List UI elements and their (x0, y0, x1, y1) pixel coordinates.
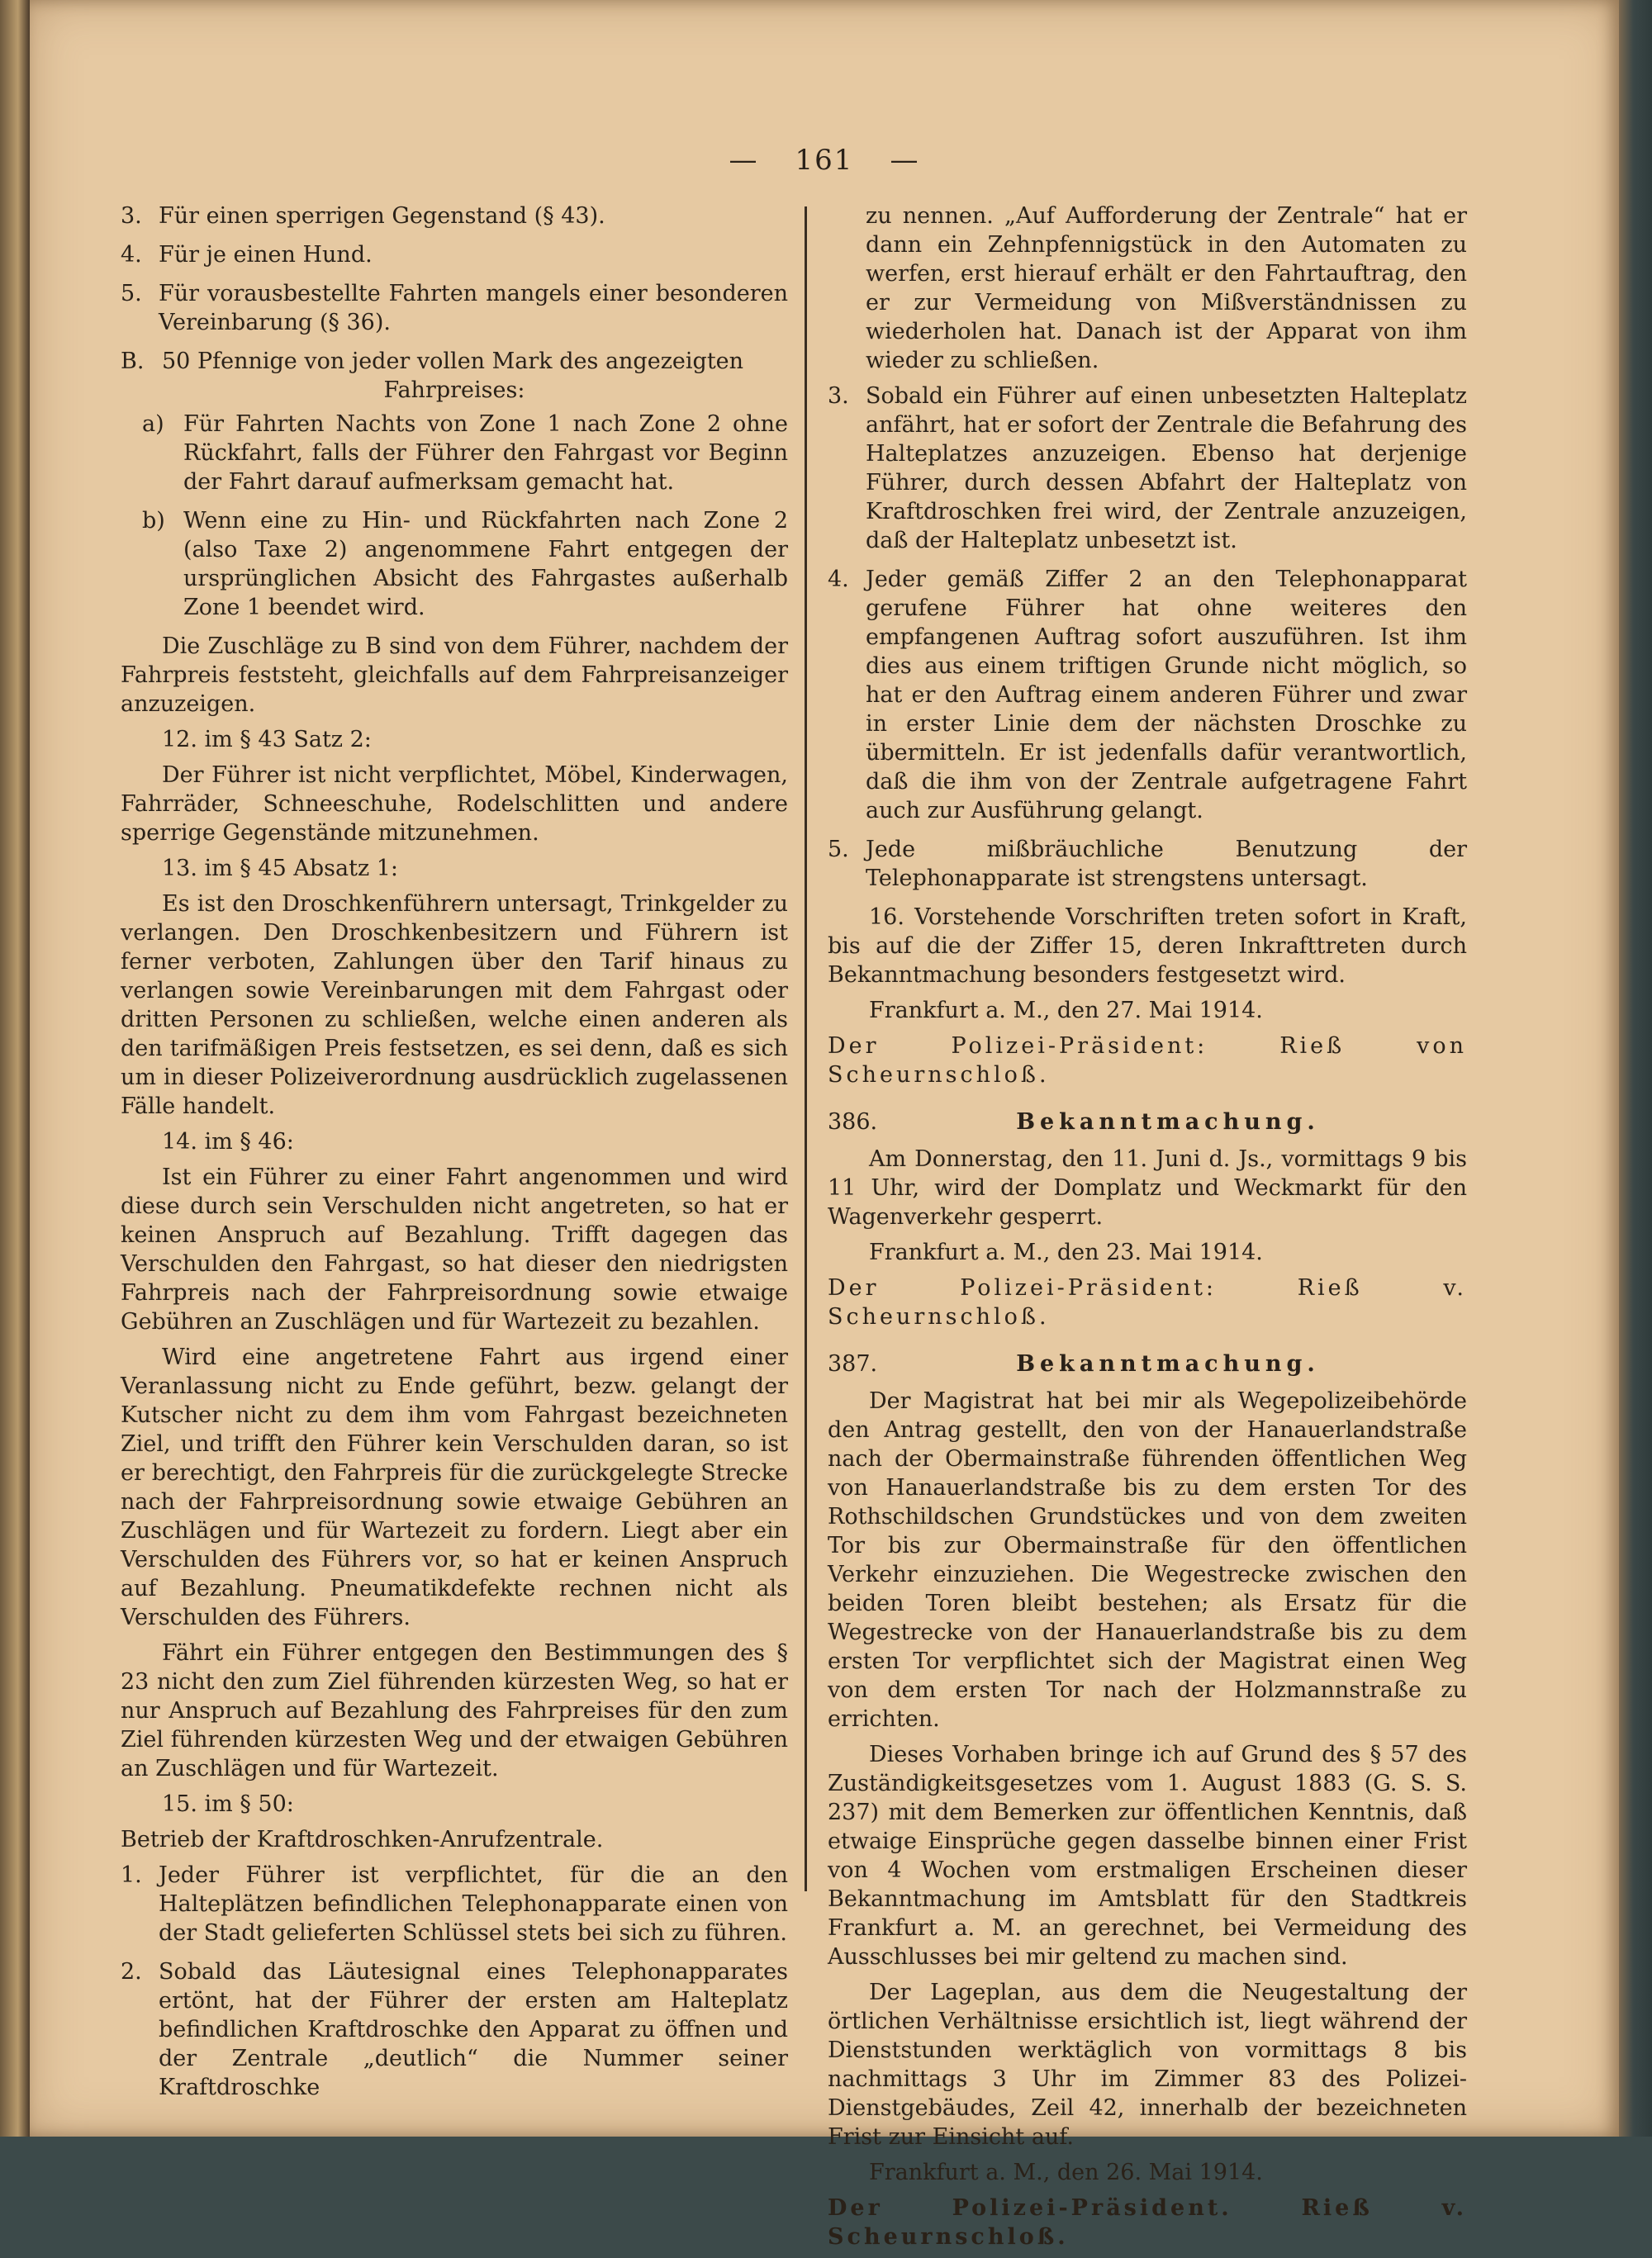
paragraph: Fährt ein Führer entgegen den Bestimmungen des § 23 nicht den zum Ziel führenden kürzesten Weg, so hat er nur Anspruch auf Bezahlung des Fahrpreises für den zum Ziel führenden kürzesten Weg und der etwaigen Gebühren an Zuschlägen und für Wartezeit. (121, 1640, 788, 1781)
paragraph: 16. Vorstehende Vorschriften treten sofort in Kraft, bis auf die der Ziffer 15, deren Inkrafttreten durch Bekanntmachung besonders festgesetzt wird. (828, 904, 1467, 988)
list-item: 5. Für vorausbestellte Fahrten mangels einer besonderen Vereinbarung (§ 36). (121, 281, 788, 335)
paragraph: Der Magistrat hat bei mir als Wegepolizeibehörde den Antrag gestellt, den von der Hanauerlandstraße nach der Obermainstraße führenden öffentlichen Weg von Hanauerlandstraße bis zu dem ersten Tor des Rothschildschen Grundstückes und von dem zweiten Tor bis zur Obermainstraße für den öffentlichen Verkehr einzuziehen. Die Wegestrecke zwischen den beiden Toren bleibt bestehen; als Ersatz für die Wegestrecke von der Hanauerlandstraße bis zu dem ersten Tor verpflichtet sich der Magistrat einen Weg von dem ersten Tor nach der Holzmannstraße zu errichten. (828, 1388, 1467, 1732)
list-item: 3. Für einen sperrigen Gegenstand (§ 43). (121, 203, 605, 229)
sub-item: b) Wenn eine zu Hin- und Rückfahrten nach Zone 2 (also Taxe 2) angenommene Fahrt entgegen der ursprünglichen Absicht des Fahrgastes außerhalb Zone 1 beendet wird. (142, 508, 788, 620)
page-number: — 161 — (729, 144, 920, 177)
paragraph: Es ist den Droschkenführern untersagt, Trinkgelder zu verlangen. Den Droschkenbesitzern und Führern ist ferner verboten, Zahlungen über den Tarif hinaus zu verlangen sowie Vereinbarungen mit dem Fahrgast oder dritten Personen zu schließen, welche einen anderen als den tarifmäßigen Preis festsetzen, es sei denn, daß es sich um in dieser Polizeiverordnung ausdrücklich zugelassenen Fälle handelt. (121, 891, 788, 1119)
date-line: Frankfurt a. M., den 27. Mai 1914. (869, 998, 1263, 1023)
sub-item: a) Für Fahrten Nachts von Zone 1 nach Zone 2 ohne Rückfahrt, falls der Führer den Fahrgast vor Beginn der Fahrt darauf aufmerksam gemacht hat. (142, 411, 788, 495)
list-item: 1. Jeder Führer ist verpflichtet, für die an den Halteplätzen befindlichen Telephonapparate einen von der Stadt gelieferten Schlüssel stets bei sich zu führen. (121, 1862, 788, 1946)
paragraph: zu nennen. „Auf Aufforderung der Zentrale“ hat er dann ein Zehnpfennigstück in den Automaten zu werfen, erst hierauf erhält er den Fahrtauftrag, den er zur Vermeidung von Mißverständnissen zu wiederholen hat. Danach ist der Apparat von ihm wieder zu schließen. (866, 203, 1467, 373)
signature: Der Polizei-Präsident: Rieß v. Scheurnschloß. (828, 1275, 1467, 1330)
paragraph: Der Lageplan, aus dem die Neugestaltung der örtlichen Verhältnisse ersichtlich ist, liegt während der Dienststunden werktäglich von vormittags 8 bis nachmittags 3 Uhr im Zimmer 83 des Polizei-Dienstgebäudes, Zeil 42, innerhalb der bezeichneten Frist zur Einsicht auf. (828, 1980, 1467, 2150)
left-column (121, 202, 788, 2112)
right-column (828, 202, 1467, 2258)
paragraph: Am Donnerstag, den 11. Juni d. Js., vormittags 9 bis 11 Uhr, wird der Domplatz und Weckmarkt für den Wagenverkehr gesperrt. (828, 1146, 1467, 1230)
date-line: Frankfurt a. M., den 23. Mai 1914. (869, 1240, 1263, 1265)
section-heading-387: 387. Bekanntmachung. (828, 1351, 1320, 1377)
list-item: 3. Sobald ein Führer auf einen unbesetzten Halteplatz anfährt, hat er sofort der Zentrale die Befahrung des Halteplatzes anzuzeigen. Ebenso hat derjenige Führer, durch dessen Abfahrt der Halteplatz von Kraftdroschken frei wird, der Zentrale anzuzeigen, daß der Halteplatz unbesetzt ist. (828, 383, 1467, 553)
paragraph: Wird eine angetretene Fahrt aus irgend einer Veranlassung nicht zu Ende geführt, bezw. gelangt der Kutscher nicht zu dem ihm vom Fahrgast bezeichneten Ziel, und trifft den Führer kein Verschulden daran, so ist er berechtigt, den Fahrpreis für die zurückgelegte Strecke nach der Fahrpreisordnung sowie etwaige Gebühren an Zuschlägen und für Wartezeit zu fordern. Liegt aber ein Verschulden des Führers vor, so hat er keinen Anspruch auf Bezahlung. Pneumatikdefekte rechnen nicht als Verschulden des Führers. (121, 1345, 788, 1630)
subsection-title: Betrieb der Kraftdroschken-Anrufzentrale. (121, 1827, 604, 1852)
paragraph: Dieses Vorhaben bringe ich auf Grund des § 57 des Zuständigkeitsgesetzes vom 1. August 1883 (G. S. S. 237) mit dem Bemerken zur öffentlichen Kenntnis, daß etwaige Einsprüche gegen dasselbe binnen einer Frist von 4 Wochen vom erstmaligen Erscheinen dieser Bekanntmachung im Amtsblatt für den Stadtkreis Frankfurt a. M. an gerechnet, bei Vermeidung des Ausschlusses bei mir geltend zu machen sind. (828, 1742, 1467, 1970)
item-heading: 12. im § 43 Satz 2: (162, 727, 372, 752)
item-heading: 14. im § 46: (162, 1129, 294, 1155)
paragraph: Der Führer ist nicht verpflichtet, Möbel, Kinderwagen, Fahrräder, Schneeschuhe, Rodelschlitten und andere sperrige Gegenstände mitzunehmen. (121, 762, 788, 846)
date-line: Frankfurt a. M., den 26. Mai 1914. (869, 2160, 1263, 2185)
section-heading-386: 386. Bekanntmachung. (828, 1109, 1320, 1135)
item-heading: 15. im § 50: (162, 1791, 294, 1817)
list-item: 4. Jeder gemäß Ziffer 2 an den Telephonapparat gerufene Führer hat ohne weiteres den empfangenen Auftrag sofort auszuführen. Ist ihm dies aus einem triftigen Grunde nicht möglich, so hat er den Auftrag einem anderen Führer und zwar in erster Linie dem der nächsten Droschke zu übermitteln. Er ist jedenfalls dafür verantwortlich, daß die ihm von der Zentrale aufgetragene Fahrt auch zur Ausführung gelangt. (828, 567, 1467, 823)
column-divider (805, 206, 807, 1891)
previous-page-edge (0, 0, 30, 2137)
list-item: 4. Für je einen Hund. (121, 242, 373, 268)
paragraph: Die Zuschläge zu B sind von dem Führer, nachdem der Fahrpreis feststeht, gleichfalls auf dem Fahrpreisanzeiger anzuzeigen. (121, 633, 788, 717)
document-page (30, 0, 1619, 2250)
section-b-heading: B. 50 Pfennige von jeder vollen Mark des angezeigten Fahrpreises: (121, 349, 744, 403)
signature: Der Polizei-Präsident: Rieß von Scheurnschloß. (828, 1033, 1467, 1088)
list-item: 5. Jede mißbräuchliche Benutzung der Telephonapparate ist strengstens untersagt. (828, 837, 1467, 891)
item-heading: 13. im § 45 Absatz 1: (162, 856, 399, 881)
signature: Der Polizei-Präsident. Rieß v. Scheurnschloß. (828, 2195, 1467, 2250)
book-cover-edge (1619, 0, 1652, 2137)
paragraph: Ist ein Führer zu einer Fahrt angenommen und wird diese durch sein Verschulden nicht angetreten, so hat er keinen Anspruch auf Bezahlung. Trifft dagegen das Verschulden den Fahrgast, so hat dieser den niedrigsten Fahrpreis nach der Fahrpreisordnung sowie etwaige Gebühren an Zuschlägen und für Wartezeit zu bezahlen. (121, 1165, 788, 1335)
list-item: 2. Sobald das Läutesignal eines Telephonapparates ertönt, hat der Führer der ersten am Halteplatz befindlichen Kraftdroschke den Apparat zu öffnen und der Zentrale „deutlich“ die Nummer seiner Kraftdroschke (121, 1959, 788, 2100)
